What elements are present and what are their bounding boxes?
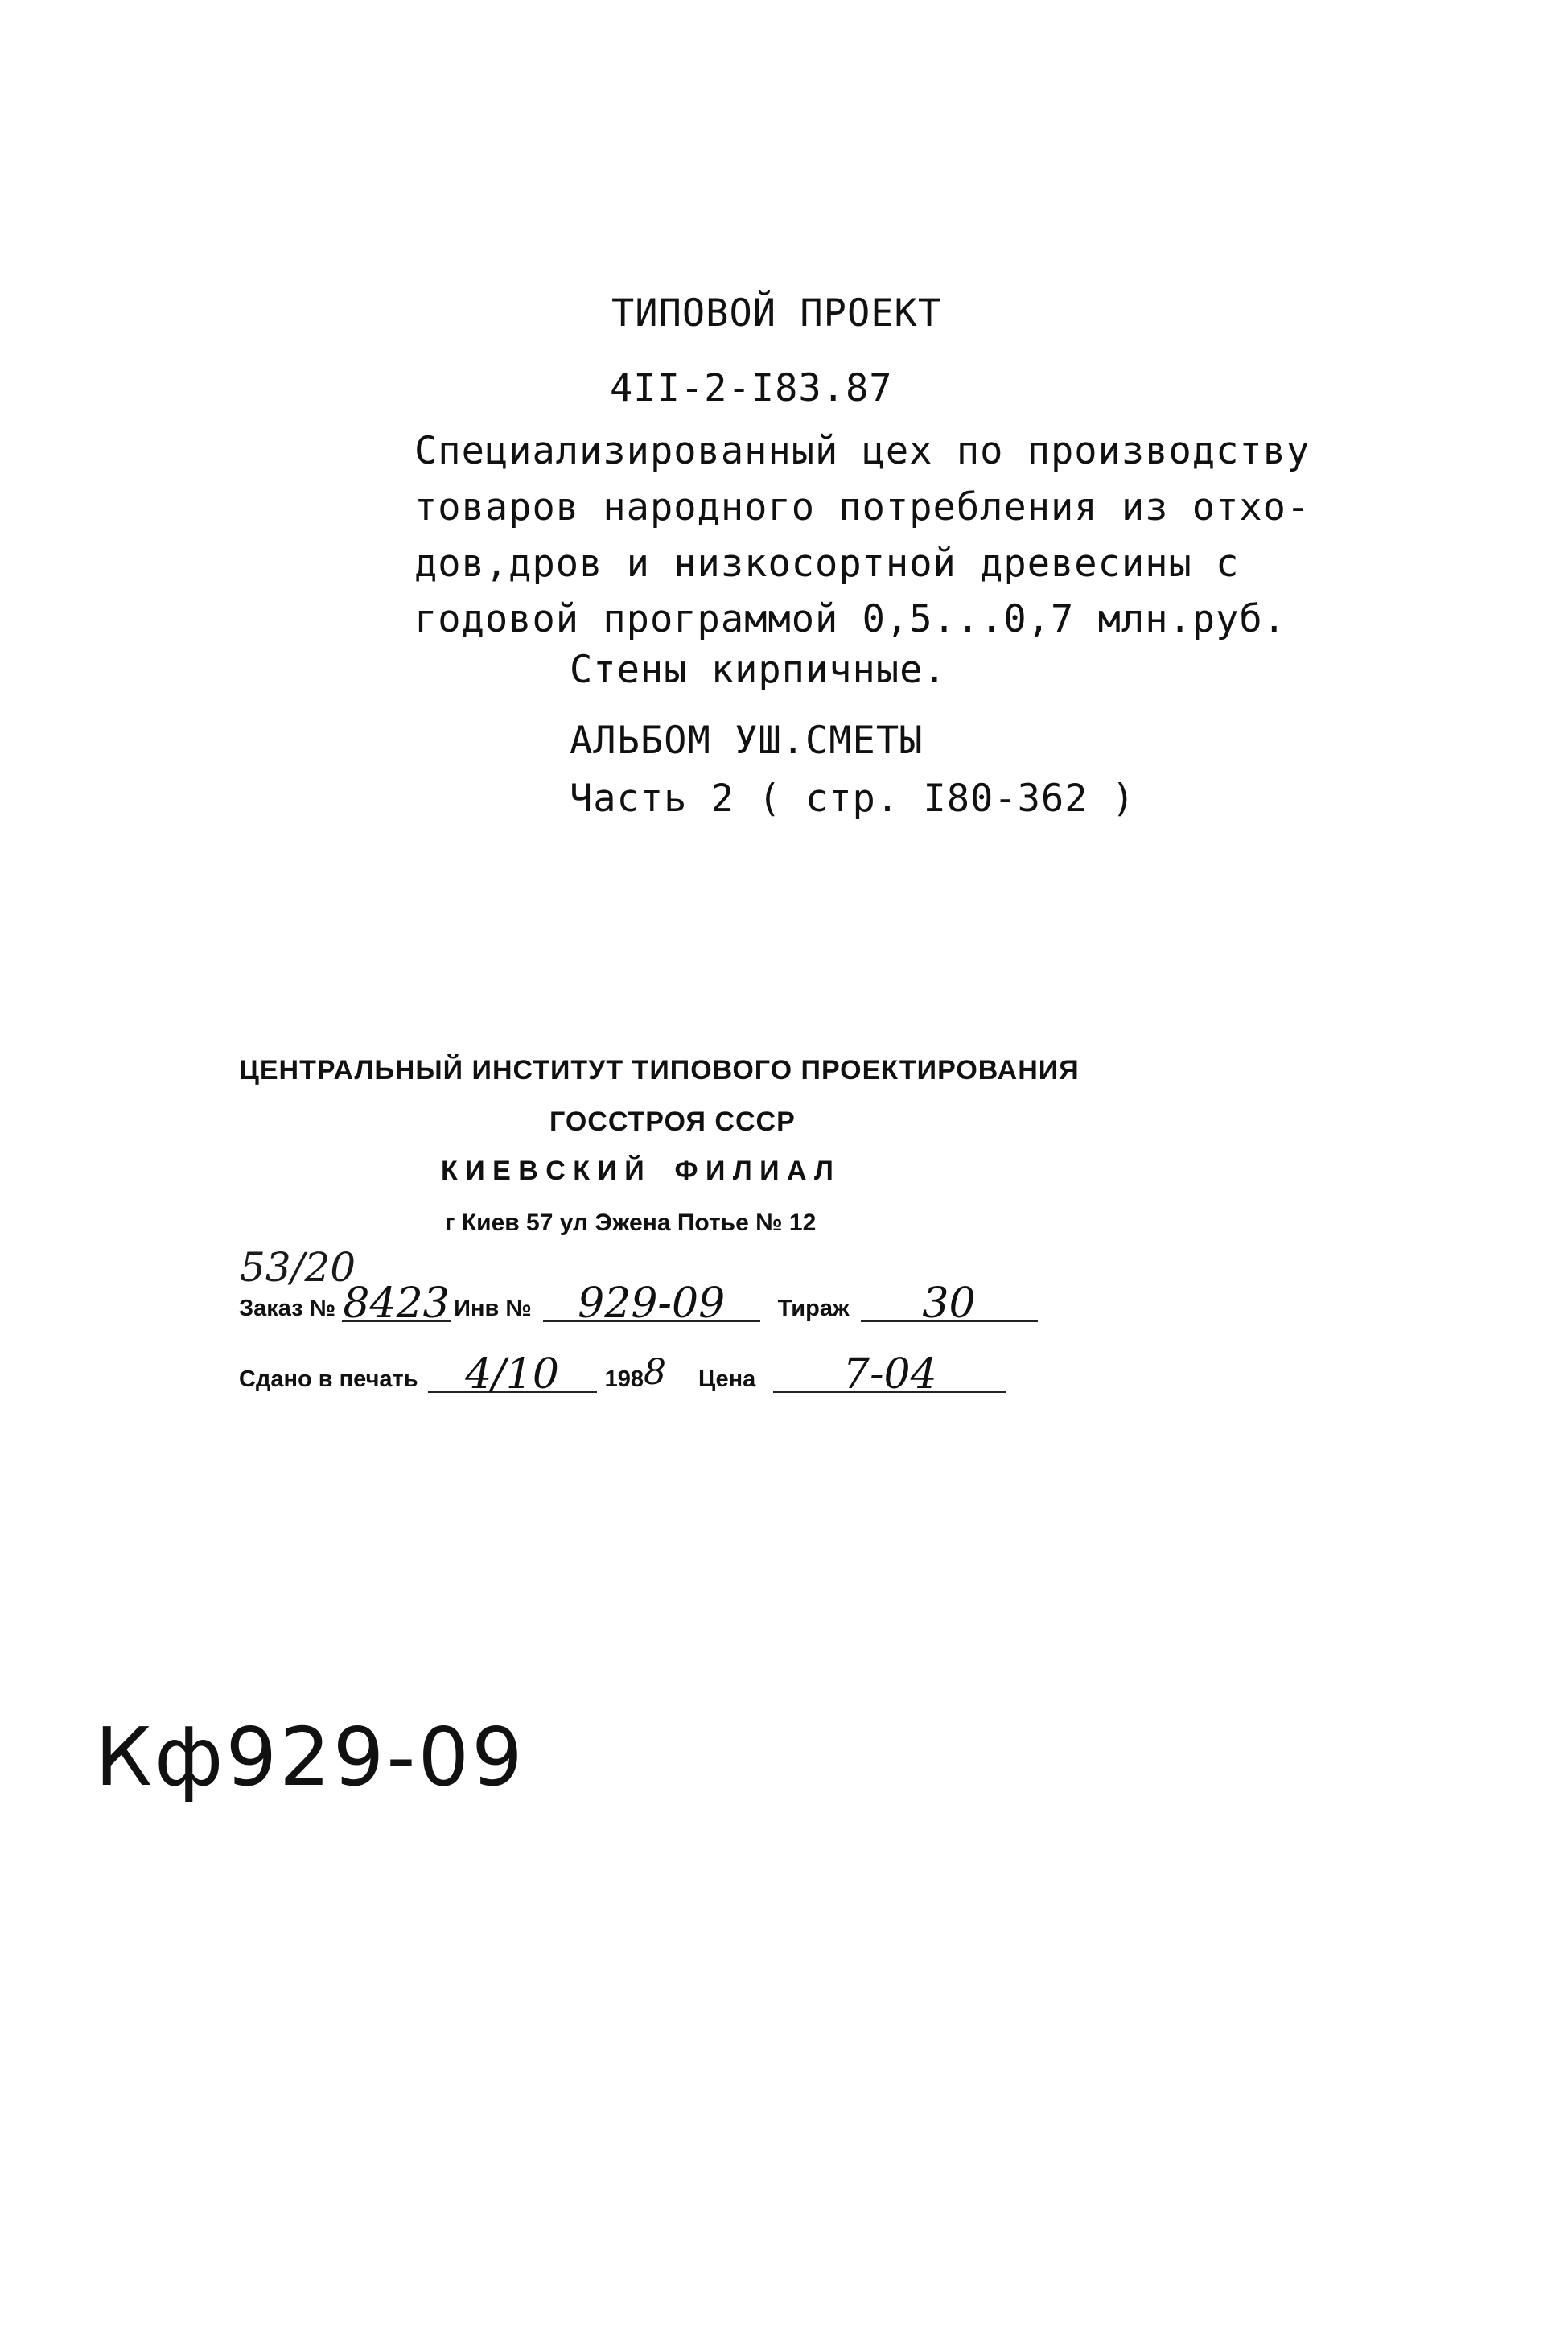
order-value: 8423 <box>343 1279 450 1328</box>
part-range: Часть 2 ( стр. I80-362 ) <box>570 777 1136 821</box>
order-row <box>239 1279 1038 1328</box>
project-header: ТИПОВОЙ ПРОЕКТ <box>611 291 942 336</box>
project-description-line-1: Специализированный цех по производству <box>414 429 1311 473</box>
order-note: 53/20 <box>240 1244 356 1291</box>
walls-note: Стены кирпичные. <box>570 648 947 692</box>
project-description-line-3: дов,дров и низкосортной древесины с <box>414 542 1240 586</box>
project-description-line-2: товаров народного потребления из отхо- <box>414 485 1311 529</box>
institute-branch: К И Е В С К И Й Ф И Л И А Л <box>441 1156 833 1186</box>
project-description-line-4: годовой программой 0,5...0,7 млн.руб. <box>414 597 1286 641</box>
year-prefix: 198 <box>604 1366 644 1392</box>
submitted-value: 4/10 <box>428 1358 597 1393</box>
submitted-label: Сдано в печать <box>239 1366 418 1392</box>
submitted-row <box>239 1350 1006 1399</box>
price-value: 7-04 <box>773 1358 1006 1393</box>
run-value: 30 <box>861 1288 1038 1322</box>
order-label: Заказ № <box>239 1296 336 1321</box>
run-label: Тираж <box>777 1296 850 1321</box>
album-title: АЛЬБОМ УШ.СМЕТЫ <box>570 719 924 763</box>
archive-stamp: Кф929-09 <box>95 1710 525 1804</box>
inv-label: Инв № <box>454 1296 532 1321</box>
inv-value: 929-09 <box>543 1288 760 1322</box>
institute-address: г Киев 57 ул Эжена Потье № 12 <box>445 1209 817 1236</box>
institute-org: ГОССТРОЯ СССР <box>549 1106 796 1137</box>
institute-name: ЦЕНТРАЛЬНЫЙ ИНСТИТУТ ТИПОВОГО ПРОЕКТИРОВАНИЯ <box>239 1055 1080 1086</box>
year-suffix: 8 <box>643 1352 666 1393</box>
project-number: 4II-2-I83.87 <box>610 366 893 410</box>
price-label: Цена <box>698 1366 756 1392</box>
